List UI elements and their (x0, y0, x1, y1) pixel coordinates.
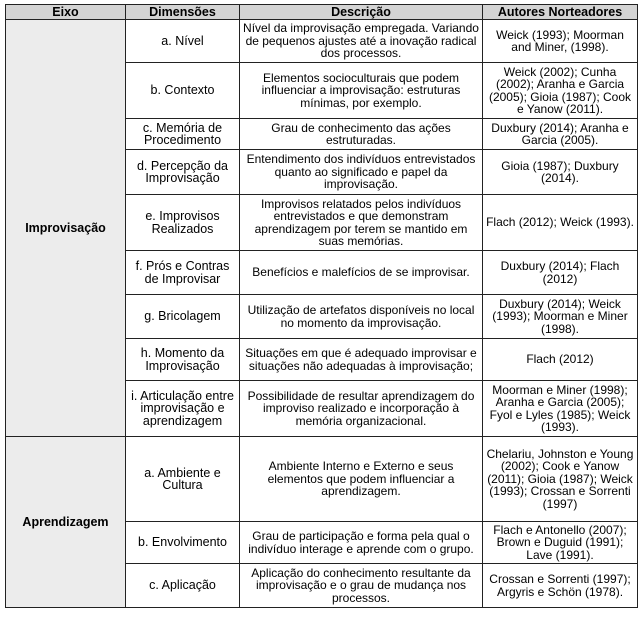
authors-cell: Duxbury (2014); Aranha e Garcia (2005). (483, 119, 638, 150)
authors-cell: Moorman e Miner (1998); Aranha e Garcia (2005); Fyol e Lyles (1985); Weick (1993). (483, 381, 638, 437)
dimension-cell: e. Improvisos Realizados (126, 195, 240, 251)
authors-cell: Crossan e Sorrenti (1997); Argyris e Schön (1978). (483, 564, 638, 608)
table-header-row (6, 5, 638, 20)
description-cell: Benefícios e malefícios de se improvisar. (240, 251, 483, 295)
dimension-cell: b. Envolvimento (126, 522, 240, 564)
dimension-cell: h. Momento da Improvisação (126, 339, 240, 381)
authors-cell: Flach (2012) (483, 339, 638, 381)
header-eixo: Eixo (6, 5, 126, 20)
authors-cell: Gioia (1987); Duxbury (2014). (483, 150, 638, 195)
eixo-cell-improvisacao: Improvisação (6, 20, 126, 437)
authors-cell: Flach (2012); Weick (1993). (483, 195, 638, 251)
eixo-cell-aprendizagem: Aprendizagem (6, 437, 126, 608)
dimensions-table (5, 4, 638, 608)
authors-cell: Chelariu, Johnston e Young (2002); Cook e Yanow (2011); Gioia (1987); Weick (1993); Crossan e Sorrenti (1997) (483, 437, 638, 522)
header-autores: Autores Norteadores (483, 5, 638, 20)
authors-cell: Weick (2002); Cunha (2002); Aranha e Garcia (2005); Gioia (1987); Cook e Yanow (2011). (483, 63, 638, 119)
description-cell: Entendimento dos indivíduos entrevistados quanto ao significado e papel da improvisação. (240, 150, 483, 195)
dimension-cell: g. Bricolagem (126, 295, 240, 339)
header-dimensoes: Dimensões (126, 5, 240, 20)
description-cell: Possibilidade de resultar aprendizagem do improviso realizado e incorporação à memória organizacional. (240, 381, 483, 437)
authors-cell: Flach e Antonello (2007); Brown e Duguid (1991); Lave (1991). (483, 522, 638, 564)
document-page (5, 4, 637, 608)
description-cell: Elementos socioculturais que podem influenciar a improvisação: estruturas mínimas, por exemplo. (240, 63, 483, 119)
description-cell: Situações em que é adequado improvisar e situações não adequadas à improvisação; (240, 339, 483, 381)
dimension-cell: b. Contexto (126, 63, 240, 119)
dimension-cell: a. Nível (126, 20, 240, 63)
dimension-cell: c. Memória de Procedimento (126, 119, 240, 150)
dimension-cell: c. Aplicação (126, 564, 240, 608)
dimension-cell: i. Articulação entre improvisação e aprendizagem (126, 381, 240, 437)
description-cell: Nível da improvisação empregada. Variando de pequenos ajustes até a inovação radical dos processos. (240, 20, 483, 63)
description-cell: Grau de conhecimento das ações estruturadas. (240, 119, 483, 150)
header-descricao: Descrição (240, 5, 483, 20)
description-cell: Aplicação do conhecimento resultante da improvisação e o grau de mudança nos processos. (240, 564, 483, 608)
authors-cell: Duxbury (2014); Weick (1993); Moorman e Miner (1998). (483, 295, 638, 339)
dimension-cell: f. Prós e Contras de Improvisar (126, 251, 240, 295)
dimension-cell: d. Percepção da Improvisação (126, 150, 240, 195)
table-row (6, 437, 638, 522)
table-row (6, 20, 638, 63)
dimension-cell: a. Ambiente e Cultura (126, 437, 240, 522)
description-cell: Improvisos relatados pelos indivíduos entrevistados e que demonstram aprendizagem por terem se mantido em suas memórias. (240, 195, 483, 251)
authors-cell: Duxbury (2014); Flach (2012) (483, 251, 638, 295)
description-cell: Utilização de artefatos disponíveis no local no momento da improvisação. (240, 295, 483, 339)
description-cell: Grau de participação e forma pela qual o indivíduo interage e aprende com o grupo. (240, 522, 483, 564)
authors-cell: Weick (1993); Moorman and Miner, (1998). (483, 20, 638, 63)
description-cell: Ambiente Interno e Externo e seus elementos que podem influenciar a aprendizagem. (240, 437, 483, 522)
